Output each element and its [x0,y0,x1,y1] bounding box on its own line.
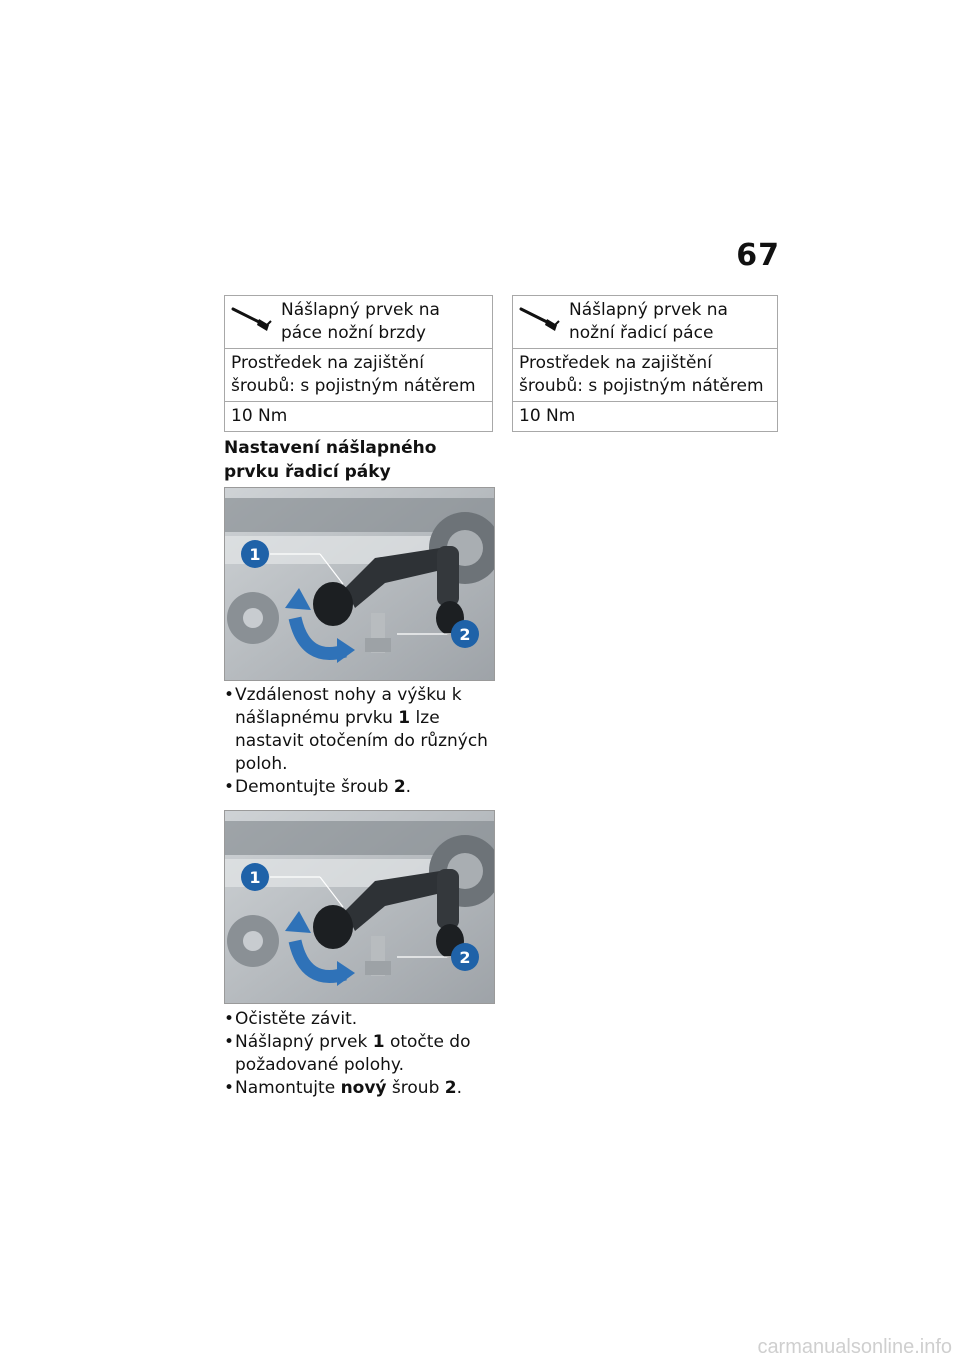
spec-title: Nášlapný prvek na páce nožní brzdy [281,300,440,343]
ref-1: 1 [398,708,411,728]
spec-torque-value: 10 Nm [225,402,493,432]
list-item: • Vzdálenost nohy a výšku k nášlapnému prvku 1 lze nastavit otočením do různých poloh. [224,684,496,776]
shift-lever-photo-1 [224,487,495,681]
torque-spec-brake-pedal [224,295,493,432]
emphasis-new: nový [340,1078,387,1098]
torque-wrench-icon [231,299,281,345]
torque-wrench-icon [519,299,569,345]
section-title: Nastavení nášlapného prvku řadicí páky [224,438,437,482]
spec-medium: Prostředek na zajištění šroubů: s pojistným nátěrem [513,349,778,402]
instruction-list-2 [224,1008,496,1100]
callout-1: 1 [249,868,261,887]
callout-1: 1 [249,545,261,564]
torque-spec-shift-lever [512,295,778,432]
callout-2: 2 [459,948,471,967]
instruction-list-1 [224,684,496,799]
ref-1: 1 [372,1032,385,1052]
watermark: carmanualsonline.info [757,1336,952,1358]
callout-2: 2 [459,625,471,644]
spec-torque-value: 10 Nm [513,402,778,432]
ref-2: 2 [393,777,406,797]
spec-medium: Prostředek na zajištění šroubů: s pojistným nátěrem [225,349,493,402]
list-item: • Demontujte šroub 2. [224,776,496,799]
list-item: • Očistěte závit. [224,1008,496,1031]
page-number: 67 [736,238,780,273]
spec-title: Nášlapný prvek na nožní řadicí páce [569,300,728,343]
shift-lever-photo-2 [224,810,495,1004]
list-item: • Namontujte nový šroub 2. [224,1077,496,1100]
ref-2: 2 [444,1078,457,1098]
list-item: • Nášlapný prvek 1 otočte do požadované polohy. [224,1031,496,1077]
